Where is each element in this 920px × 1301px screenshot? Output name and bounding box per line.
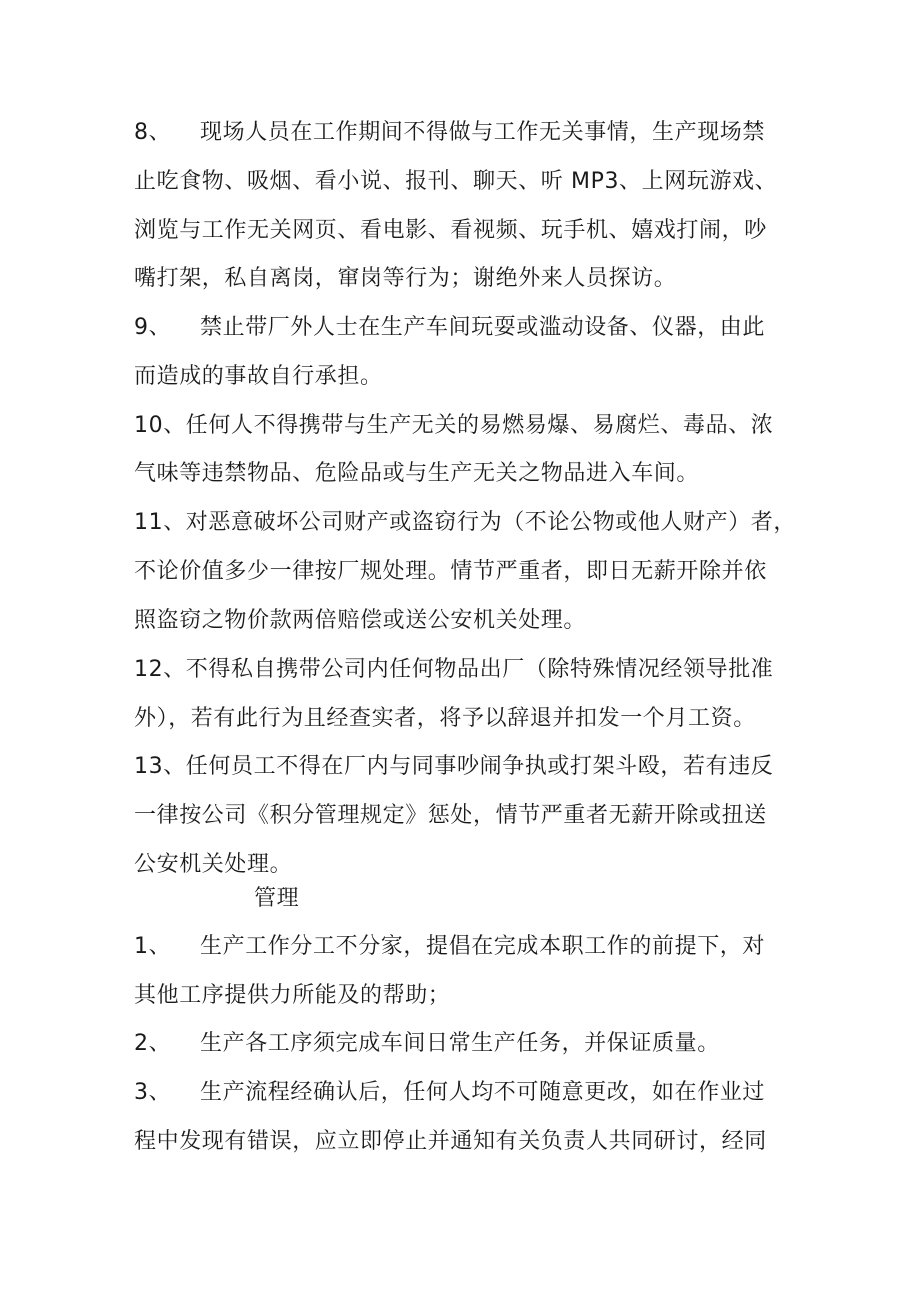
section-item-1-line-1 bbox=[134, 932, 765, 962]
item-number: 10、 bbox=[134, 413, 186, 438]
item-text: 生产各工序须完成车间日常生产任务，并保证质量。 bbox=[200, 1031, 720, 1056]
item-10-line-2: 气味等违禁物品、危险品或与生产无关之物品进入车间。 bbox=[134, 461, 700, 486]
item-number: 1、 bbox=[134, 934, 172, 959]
item-8-line-3: 浏览与工作无关网页、看电影、看视频、玩手机、嬉戏打闹，吵 bbox=[134, 218, 767, 243]
section-title: 管理 bbox=[254, 886, 300, 911]
item-9-line-2: 而造成的事故自行承担。 bbox=[134, 364, 383, 389]
section-item-2-line-1 bbox=[134, 1029, 720, 1059]
section-item-3-line-2: 程中发现有错误，应立即停止并通知有关负责人共同研讨，经同 bbox=[134, 1129, 767, 1154]
item-13-line-2: 一律按公司《积分管理规定》惩处，情节严重者无薪开除或扭送 bbox=[134, 803, 767, 828]
item-12-line-2: 外），若有此行为且经查实者，将予以辞退并扣发一个月工资。 bbox=[134, 706, 756, 731]
item-11-line-1 bbox=[134, 508, 796, 538]
item-number: 11、 bbox=[134, 510, 186, 535]
item-8-line-2: 止吃食物、吸烟、看小说、报刊、聊天、听 MP3、上网玩游戏、 bbox=[134, 169, 778, 194]
item-number: 9、 bbox=[134, 315, 172, 340]
item-number: 13、 bbox=[134, 754, 186, 779]
item-text: 任何员工不得在厂内与同事吵闹争执或打架斗殴，若有违反 bbox=[185, 754, 774, 779]
item-11-line-3: 照盗窃之物价款两倍赔偿或送公安机关处理。 bbox=[134, 608, 587, 633]
item-text: 不得私自携带公司内任何物品出厂（除特殊情况经领导批准 bbox=[185, 657, 774, 682]
item-9-line-1 bbox=[134, 313, 765, 343]
item-11-line-2: 不论价值多少一律按厂规处理。情节严重者，即日无薪开除并依 bbox=[134, 559, 767, 584]
item-text: 对恶意破坏公司财产或盗窃行为（不论公物或他人财产）者， bbox=[185, 510, 796, 535]
section-item-3-line-1 bbox=[134, 1078, 765, 1108]
item-number: 2、 bbox=[134, 1031, 172, 1056]
item-text: 任何人不得携带与生产无关的易燃易爆、易腐烂、毒品、浓 bbox=[185, 413, 774, 438]
item-text: 生产流程经确认后，任何人均不可随意更改，如在作业过 bbox=[200, 1080, 766, 1105]
item-10-line-1 bbox=[134, 411, 773, 441]
section-item-1-line-2: 其他工序提供力所能及的帮助； bbox=[134, 983, 451, 1008]
item-number: 3、 bbox=[134, 1080, 172, 1105]
item-8-line-1 bbox=[134, 118, 765, 148]
item-13-line-3: 公安机关处理。 bbox=[134, 852, 293, 877]
item-text: 现场人员在工作期间不得做与工作无关事情，生产现场禁 bbox=[200, 120, 766, 145]
item-8-line-4: 嘴打架，私自离岗，窜岗等行为；谢绝外来人员探访。 bbox=[134, 266, 677, 291]
item-text: 生产工作分工不分家，提倡在完成本职工作的前提下，对 bbox=[200, 934, 766, 959]
item-13-line-1 bbox=[134, 752, 773, 782]
item-number: 12、 bbox=[134, 657, 186, 682]
item-number: 8、 bbox=[134, 120, 172, 145]
item-12-line-1 bbox=[134, 655, 773, 685]
item-text: 禁止带厂外人士在生产车间玩耍或滥动设备、仪器，由此 bbox=[200, 315, 766, 340]
